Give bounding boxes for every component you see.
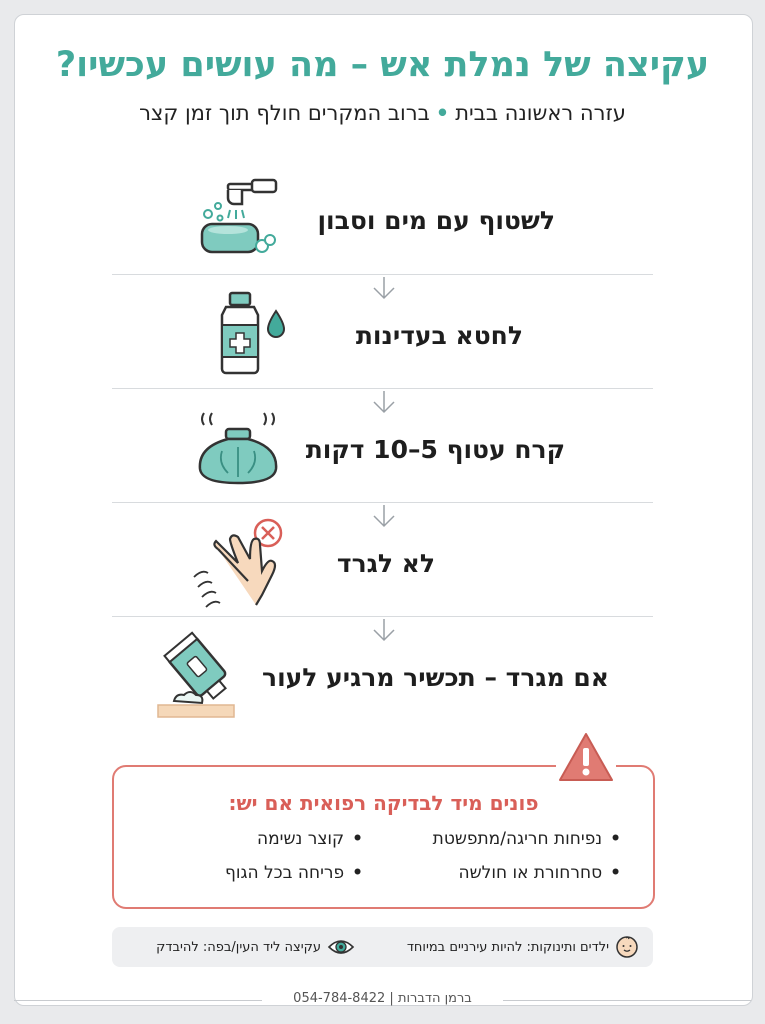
alert-item: •קוצר נשימה [257, 829, 363, 849]
medical-alert-box [112, 765, 655, 909]
step-label: אם מגרד – תכשיר מרגיע לעור [262, 662, 609, 692]
alert-item: •נפיחות חריגה/מתפשטת [432, 829, 621, 849]
step-ice [0, 399, 765, 499]
subtitle-first-aid: עזרה ראשונה בבית [455, 101, 626, 125]
footer [0, 991, 765, 1006]
step-wash [0, 170, 765, 270]
step-divider [112, 616, 653, 617]
step-label: קרח עטוף 5–10 דקות [305, 434, 565, 464]
step-label: לחטא בעדינות [355, 320, 523, 350]
eye-icon [327, 937, 355, 957]
company-name: ברמן הדברות [397, 991, 472, 1006]
step-cream [0, 627, 765, 727]
step-divider [112, 502, 653, 503]
baby-face-icon [615, 935, 639, 959]
footer-separator: | [389, 991, 394, 1006]
faucet-soap-icon [200, 176, 280, 256]
alert-item: •סחרחורת או חולשה [458, 863, 621, 883]
cream-tube-icon [156, 629, 252, 721]
step-no-scratch [0, 513, 765, 613]
subtitle-separator: • [435, 101, 450, 125]
note-children: ילדים ותינוקות: להיות עירניים במיוחד [407, 927, 639, 967]
phone-number[interactable]: 054-784-8422 [293, 991, 386, 1006]
step-disinfect [0, 285, 765, 385]
disinfectant-bottle-icon [214, 291, 294, 375]
alert-title: פונים מיד לבדיקה רפואית אם יש: [228, 791, 539, 815]
step-divider [112, 274, 653, 275]
subtitle-passes-quickly: ברוב המקרים חולף תוך זמן קצר [139, 101, 430, 125]
alert-item: •פריחה בכל הגוף [224, 863, 363, 883]
step-label: לשטוף עם מים וסבון [317, 205, 555, 235]
step-divider [112, 388, 653, 389]
page-title: עקיצה של נמלת אש – מה עושים עכשיו? [55, 45, 710, 85]
step-label: לא לגרד [336, 548, 435, 578]
no-scratch-hand-icon [188, 519, 288, 611]
notes-bar [112, 927, 653, 967]
warning-triangle-icon [556, 730, 616, 784]
subtitle [20, 100, 745, 127]
note-eye: עקיצה ליד העין/בפה: להיבדק [156, 927, 355, 967]
ice-pack-icon [196, 411, 280, 491]
